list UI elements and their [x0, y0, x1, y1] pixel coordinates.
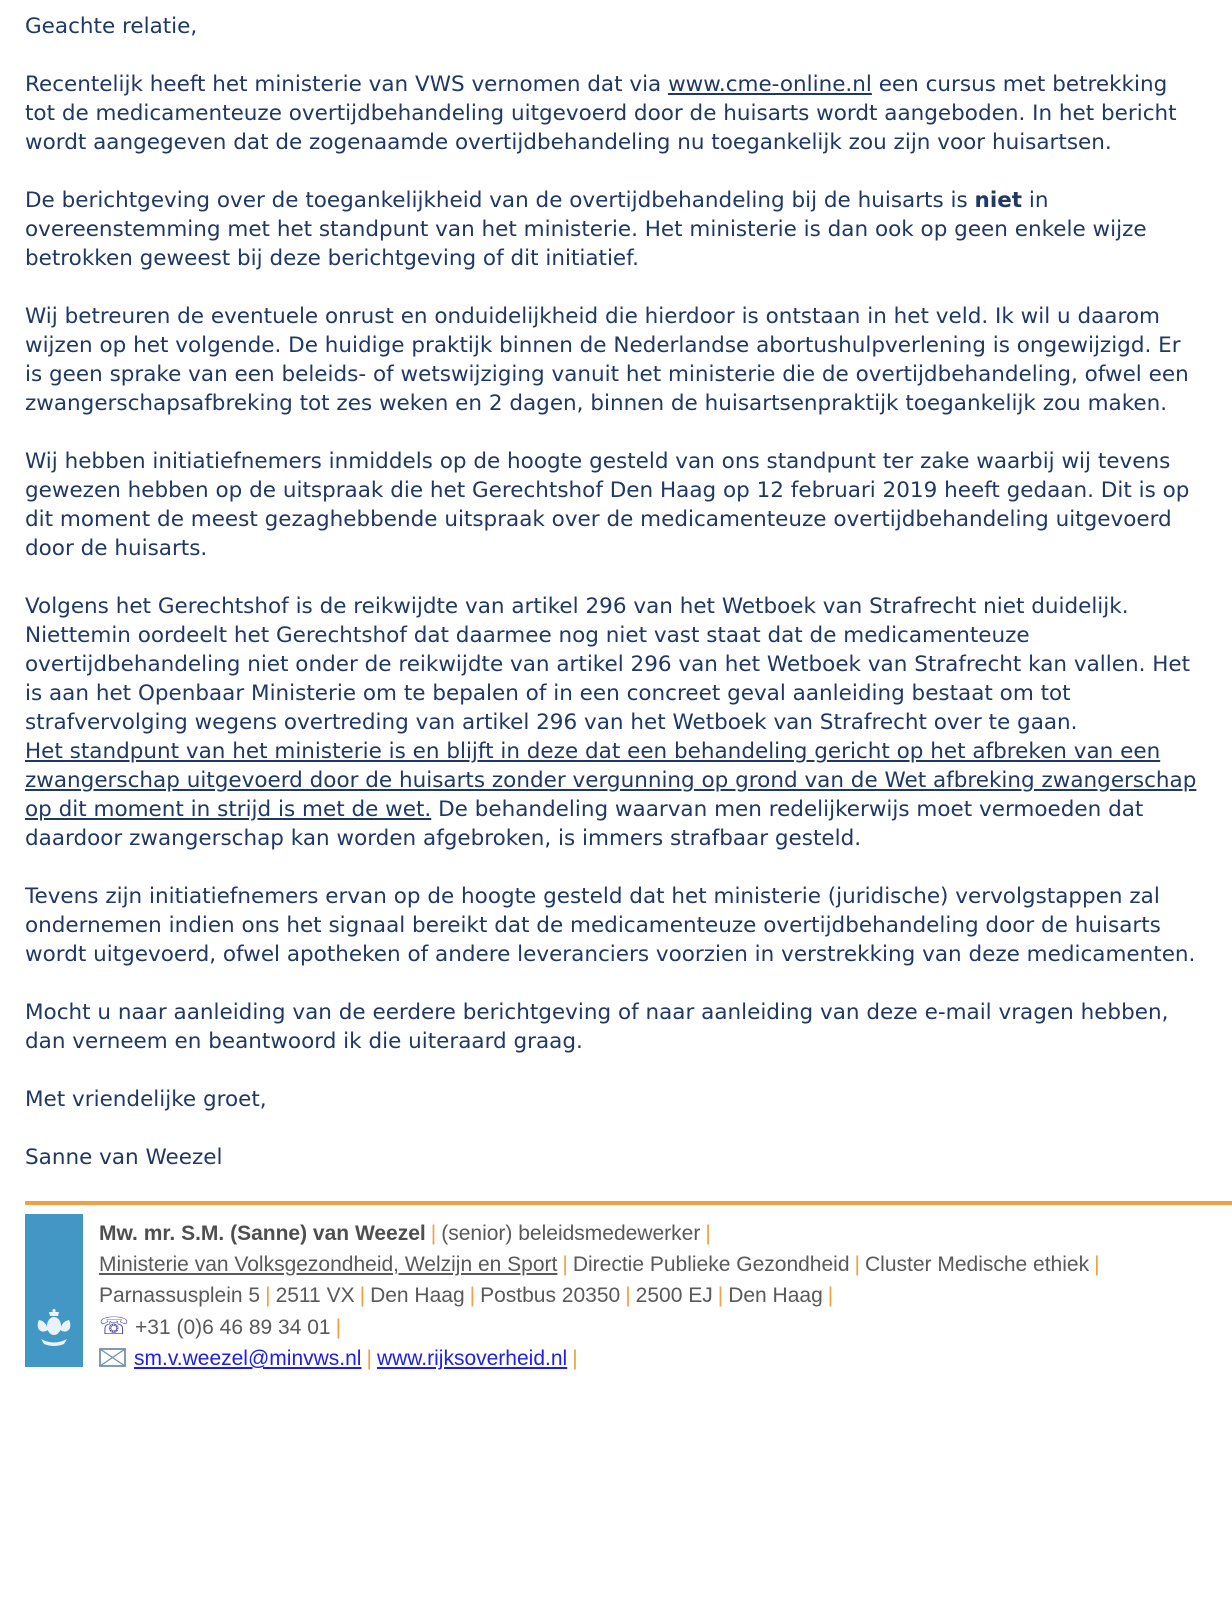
- signature-line-address: [99, 1280, 1105, 1311]
- paragraph-2-text-before: De berichtgeving over de toegankelijkheid van de overtijdbehandeling bij de huisarts is: [25, 188, 975, 213]
- signature-department: Directie Publieke Gezondheid: [572, 1253, 850, 1276]
- pipe-separator: |: [1094, 1253, 1100, 1276]
- rijksoverheid-logo: [25, 1214, 83, 1367]
- paragraph-5-after-underline: De behandeling waarvan men redelijkerwijs moet vermoeden dat daardoor zwangerschap kan worden afgebroken, is immers strafbaar gesteld.: [25, 797, 1144, 851]
- paragraph-1-text-before: Recentelijk heeft het ministerie van VWS vernomen dat via: [25, 72, 669, 97]
- sender-name: Sanne van Weezel: [25, 1145, 223, 1170]
- paragraph-2: [25, 186, 1204, 273]
- phone-number: +31 (0)6 46 89 34 01: [135, 1316, 331, 1339]
- signature-block: [25, 1214, 1232, 1374]
- email-link[interactable]: sm.v.weezel@minvws.nl: [134, 1347, 362, 1370]
- website-link[interactable]: www.rijksoverheid.nl: [376, 1347, 568, 1370]
- signature-line-email-web: [99, 1343, 1105, 1374]
- signature-line-phone: [99, 1311, 1105, 1343]
- address-postcode: 2511 VX: [275, 1284, 355, 1307]
- paragraph-5: [25, 592, 1204, 853]
- paragraph-3: Wij betreuren de eventuele onrust en onduidelijkheid die hierdoor is ontstaan in het veld. Ik wil u daarom wijzen op het volgende. De huidige praktijk binnen de Nederlandse abortushulpverlening is ongewijzigd. Er is geen sprake van een beleids- of wetswijziging vanuit het ministerie die de overtijdbehandeling, ofwel een zwangerschapsafbreking tot zes weken en 2 dagen, binnen de huisartsenpraktijk toegankelijk zou maken.: [25, 304, 1189, 416]
- signature-name: Mw. mr. S.M. (Sanne) van Weezel: [99, 1222, 426, 1245]
- paragraph-1-text-after: een cursus met betrekking tot de medicamenteuze overtijdbehandeling uitgevoerd door de huisarts wordt aangeboden. In het bericht wordt aangegeven dat de zogenaamde overtijdbehandeling nu toegankelijk zou zijn voor huisartsen.: [25, 72, 1177, 155]
- paragraph-5-main: Volgens het Gerechtshof is de reikwijdte van artikel 296 van het Wetboek van Strafrecht niet duidelijk. Niettemin oordeelt het Gerechtshof dat daarmee nog niet vast staat dat de medicamenteuze overtijdbehandeling niet onder de reikwijdte van artikel 296 van het Wetboek van Strafrecht kan vallen. Het is aan het Openbaar Ministerie om te bepalen of in een concreet geval aanleiding bestaat om tot strafvervolging wegens overtreding van artikel 296 van het Wetboek van Strafrecht over te gaan.: [25, 594, 1191, 735]
- pipe-separator: |: [854, 1253, 860, 1276]
- paragraph-7: Mocht u naar aanleiding van de eerdere berichtgeving of naar aanleiding van deze e-mail vragen hebben, dan verneem en beantwoord ik die uiteraard graag.: [25, 1000, 1169, 1054]
- signature-divider: [25, 1201, 1232, 1205]
- signature-text: [83, 1214, 1105, 1374]
- ministry-link[interactable]: Ministerie van Volksgezondheid, Welzijn en Sport: [99, 1253, 558, 1276]
- signature-cluster: Cluster Medische ethiek: [864, 1253, 1090, 1276]
- pipe-separator: |: [335, 1316, 342, 1339]
- pipe-separator: |: [827, 1284, 834, 1307]
- pipe-separator: |: [366, 1347, 372, 1370]
- envelope-icon: [99, 1348, 134, 1367]
- address-postbus-city: Den Haag: [728, 1284, 823, 1307]
- signature-line-organisation: [99, 1249, 1105, 1280]
- pipe-separator: |: [430, 1222, 437, 1245]
- signature-role: (senior) beleidsmedewerker: [441, 1222, 701, 1245]
- emphasis-niet: niet: [974, 188, 1023, 213]
- greeting: Geachte relatie,: [25, 14, 198, 39]
- paragraph-1: [25, 70, 1204, 157]
- coat-of-arms-icon: [32, 1309, 76, 1349]
- pipe-separator: |: [562, 1253, 568, 1276]
- cme-online-link[interactable]: www.cme-online.nl: [668, 72, 872, 97]
- paragraph-5-underlined-statement: Het standpunt van het ministerie is en blijft in deze dat een behandeling gericht op het afbreken van een zwangerschap uitgevoerd door de huisarts zonder vergunning op grond van de Wet afbreking zwangerschap op dit moment in strijd is met de wet.: [25, 739, 1197, 822]
- address-postbus-code: 2500 EJ: [635, 1284, 713, 1307]
- address-street: Parnassusplein 5: [99, 1284, 261, 1307]
- signature-line-name-role: [99, 1218, 1105, 1249]
- phone-icon: ☏: [99, 1312, 130, 1340]
- address-city: Den Haag: [370, 1284, 465, 1307]
- paragraph-6: Tevens zijn initiatiefnemers ervan op de hoogte gesteld dat het ministerie (juridische) vervolgstappen zal ondernemen indien ons het signaal bereikt dat de medicamenteuze overtijdbehandeling door de huisarts wordt uitgevoerd, ofwel apotheken of andere leveranciers voorzien in verstrekking van deze medicamenten.: [25, 884, 1196, 967]
- paragraph-4: Wij hebben initiatiefnemers inmiddels op de hoogte gesteld van ons standpunt ter zake waarbij wij tevens gewezen hebben op de uitspraak die het Gerechtshof Den Haag op 12 februari 2019 heeft gedaan. Dit is op dit moment de meest gezaghebbende uitspraak over de medicamenteuze overtijdbehandeling uitgevoerd door de huisarts.: [25, 449, 1190, 561]
- pipe-separator: |: [359, 1284, 366, 1307]
- pipe-separator: |: [705, 1222, 711, 1245]
- pipe-separator: |: [265, 1284, 271, 1307]
- pipe-separator: |: [625, 1284, 631, 1307]
- address-postbus: Postbus 20350: [480, 1284, 621, 1307]
- pipe-separator: |: [469, 1284, 476, 1307]
- paragraph-2-text-after: in overeenstemming met het standpunt van het ministerie. Het ministerie is dan ook op geen enkele wijze betrokken geweest bij deze berichtgeving of dit initiatief.: [25, 188, 1147, 271]
- pipe-separator: |: [572, 1347, 578, 1370]
- pipe-separator: |: [717, 1284, 724, 1307]
- closing: Met vriendelijke groet,: [25, 1087, 267, 1112]
